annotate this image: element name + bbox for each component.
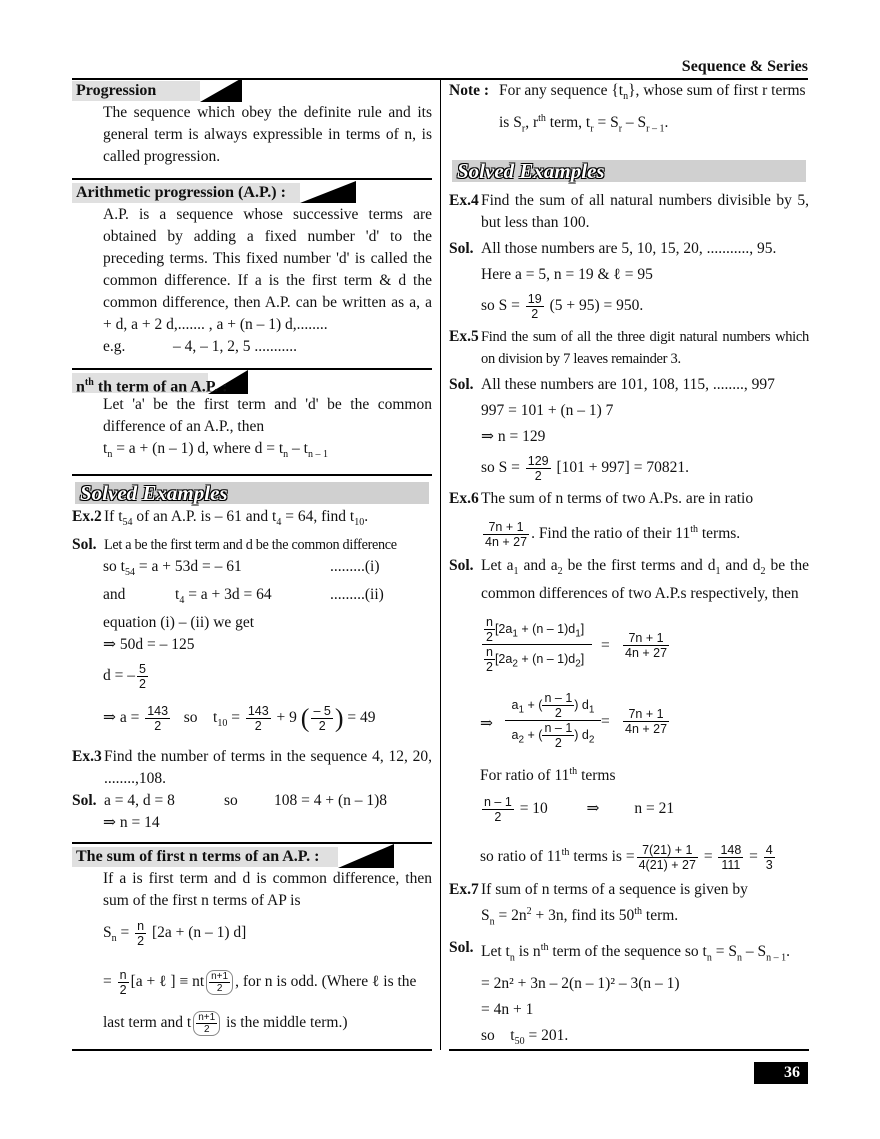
ex7-question: Ex.7 If sum of n terms of a sequence is given by $S_n = 2n^2 + 3n$, find its 50th term. (449, 880, 748, 928)
progression-text: The sequence which obey the definite rule and its general term is always expressible in terms of n, is called progression. (103, 104, 432, 165)
ex2-eq1: so $t_{54} = a + 53d$ = – 61 .........(i) (103, 558, 380, 579)
ex6-ratio-2: ⇒ $a_1$ + ( $\frac{n - 1}{2}$ ) $d_1$ $a_2$ + ( $\frac{n - 1}{2}$ ) $d_2$ = 7n + 1 4n + 27 (480, 690, 668, 750)
ex2-eq2: and $t_4 = a + 3d = 64$ .........(ii) (103, 586, 384, 607)
ex3-solution: Sol. a = 4, d = 8 so 108 = 4 + (n – 1)8 (72, 792, 388, 810)
ex2-answer: ⇒ a = $\frac{143}{2}$ so $t_{10}$ = $\frac{143}{2}$ + 9 ( $\frac{- 5}{2}$ ) = 49 (103, 703, 376, 734)
sum-formula1: $S_n$ = $\frac{n}{2}$ [2a + (n – 1) d] (103, 919, 247, 949)
solved-examples-banner-right: Solved Examples (449, 154, 809, 184)
ex6-ratio-result: so ratio of 11th terms is = $\frac{7(21) + 1}{4(21) + 27}$ = $\frac{148}{111}$ = $\frac{4}{3}$ (480, 842, 773, 872)
nth-formula: $t_n = a + (n - 1)$ d, where $d = t_n - t_{n - 1}$ (103, 440, 328, 461)
ex3-answer: ⇒ n = 14 (103, 814, 160, 832)
ex6-for-ratio: For ratio of 11th terms (480, 765, 616, 784)
bottom-rule-right (449, 1049, 809, 1051)
ex5-solution: Sol. All these numbers are 101, 108, 115, ........, 997 997 = 101 + (n – 1) 7 ⇒ n = 129 so S = $\frac{129}{2}$ [101 + 997] = 70821. (449, 376, 775, 484)
sum-text: If a is first term and d is common difference, then sum of the first n terms of AP is (103, 870, 432, 910)
ex2-question: Ex.2 If $t_{54}$ of an A.P. is – 61 and $t_4 = 64$, find $t_{10}$. (72, 508, 369, 529)
ex6-question: Ex.6 The sum of n terms of two A.Ps. are in ratio $\frac{7n + 1}{4n + 27}$ . Find the ratio of their 11th terms. (449, 490, 754, 550)
ex5-question: Ex.5 Find the sum of all the three digit natural numbers which on division by 7 leaves remainder 3. (449, 328, 809, 368)
right-column (449, 80, 809, 1054)
ap-text: A.P. is a sequence whose successive terms are obtained by adding a fixed number 'd' to the preceding terms. This fixed number 'd' is called the common difference. If a is the first term & d the common difference, then A.P. can be written as a, a + d, a + 2 d,....... , a + (n – 1) d,........ (103, 206, 432, 333)
progression-heading: Progression (72, 78, 432, 102)
ex4-question: Ex.4 Find the sum of all natural numbers divisible by 5, but less than 100. (449, 192, 809, 232)
nth-text: Let 'a' be the first term and 'd' be the common difference of an A.P., then (103, 396, 432, 435)
sum-heading: The sum of first n terms of an A.P. : (72, 842, 432, 868)
nth-term-heading: $n^{th}$ th term of an A.P. : (72, 368, 432, 394)
ap-heading: Arithmetic progression (A.P.) : (72, 178, 432, 204)
ex6-solution: Sol. Let $a_1$ and $a_2$ be the first terms and $d_1$ and $d_2$ be the common differences of two A.P.s respectively, then (449, 556, 809, 602)
ex2-eq3: equation (i) – (ii) we get (103, 614, 255, 632)
page-number: 36 (754, 1062, 808, 1084)
ex6-n21: $\frac{n - 1}{2}$ = 10 ⇒ n = 21 (484, 794, 675, 824)
column-divider (440, 78, 441, 1050)
ex2-solution: Sol. Let a be the first term and d be the common difference (72, 536, 397, 554)
sum-formula2: = $\frac{n}{2}$ [a + ℓ ] ≡ nt $\frac{n+1}{2}$ , for n is odd. (Where ℓ is the (103, 967, 417, 997)
ex7-solution: Sol. Let $t_n$ is $n^{th}$ term of the sequence so $t_n = S_n - S_{n - 1}$. = 2n² + 3n – 2(n – 1)² – 3(n – 1) = 4n + 1 so $t_{50} = 201$. (449, 939, 790, 1048)
ex4-solution: Sol. All those numbers are 5, 10, 15, 20, ..........., 95. Here a = 5, n = 19 & ℓ = 95 so S = $\frac{19}{2}$ (5 + 95) = 950. (449, 240, 777, 322)
ex3-question: Ex.3 Find the number of terms in the sequence 4, 12, 20, ........,108. (72, 748, 432, 788)
solved-examples-banner-left: Solved Examples (72, 474, 432, 506)
sum-last: last term and t $\frac{n+1}{2}$ is the middle term.) (103, 1011, 348, 1035)
ex2-d: d = – $\frac{5}{2}$ (103, 662, 146, 692)
running-header: Sequence & Series (681, 58, 808, 75)
ap-example: e.g. – 4, – 1, 2, 5 ........... (103, 338, 297, 355)
left-column (72, 78, 432, 1043)
bottom-rule-left (72, 1049, 432, 1051)
ex6-ratio-1: $\frac{n}{2}$ $[2a_1 + (n - 1)d_1]$ $\frac{n}{2}$ $[2a_2 + (n - 1)d_2]$ = 7n + 1 4n + 27 (449, 613, 809, 683)
ex2-eq4: ⇒ 50d = – 125 (103, 636, 195, 654)
note: Note : For any sequence $\{t_n\}$, whose sum of first r terms is $S_r$, $r^{th}$ term, $t_r = S_r - S_{r - 1}$. (449, 82, 806, 135)
